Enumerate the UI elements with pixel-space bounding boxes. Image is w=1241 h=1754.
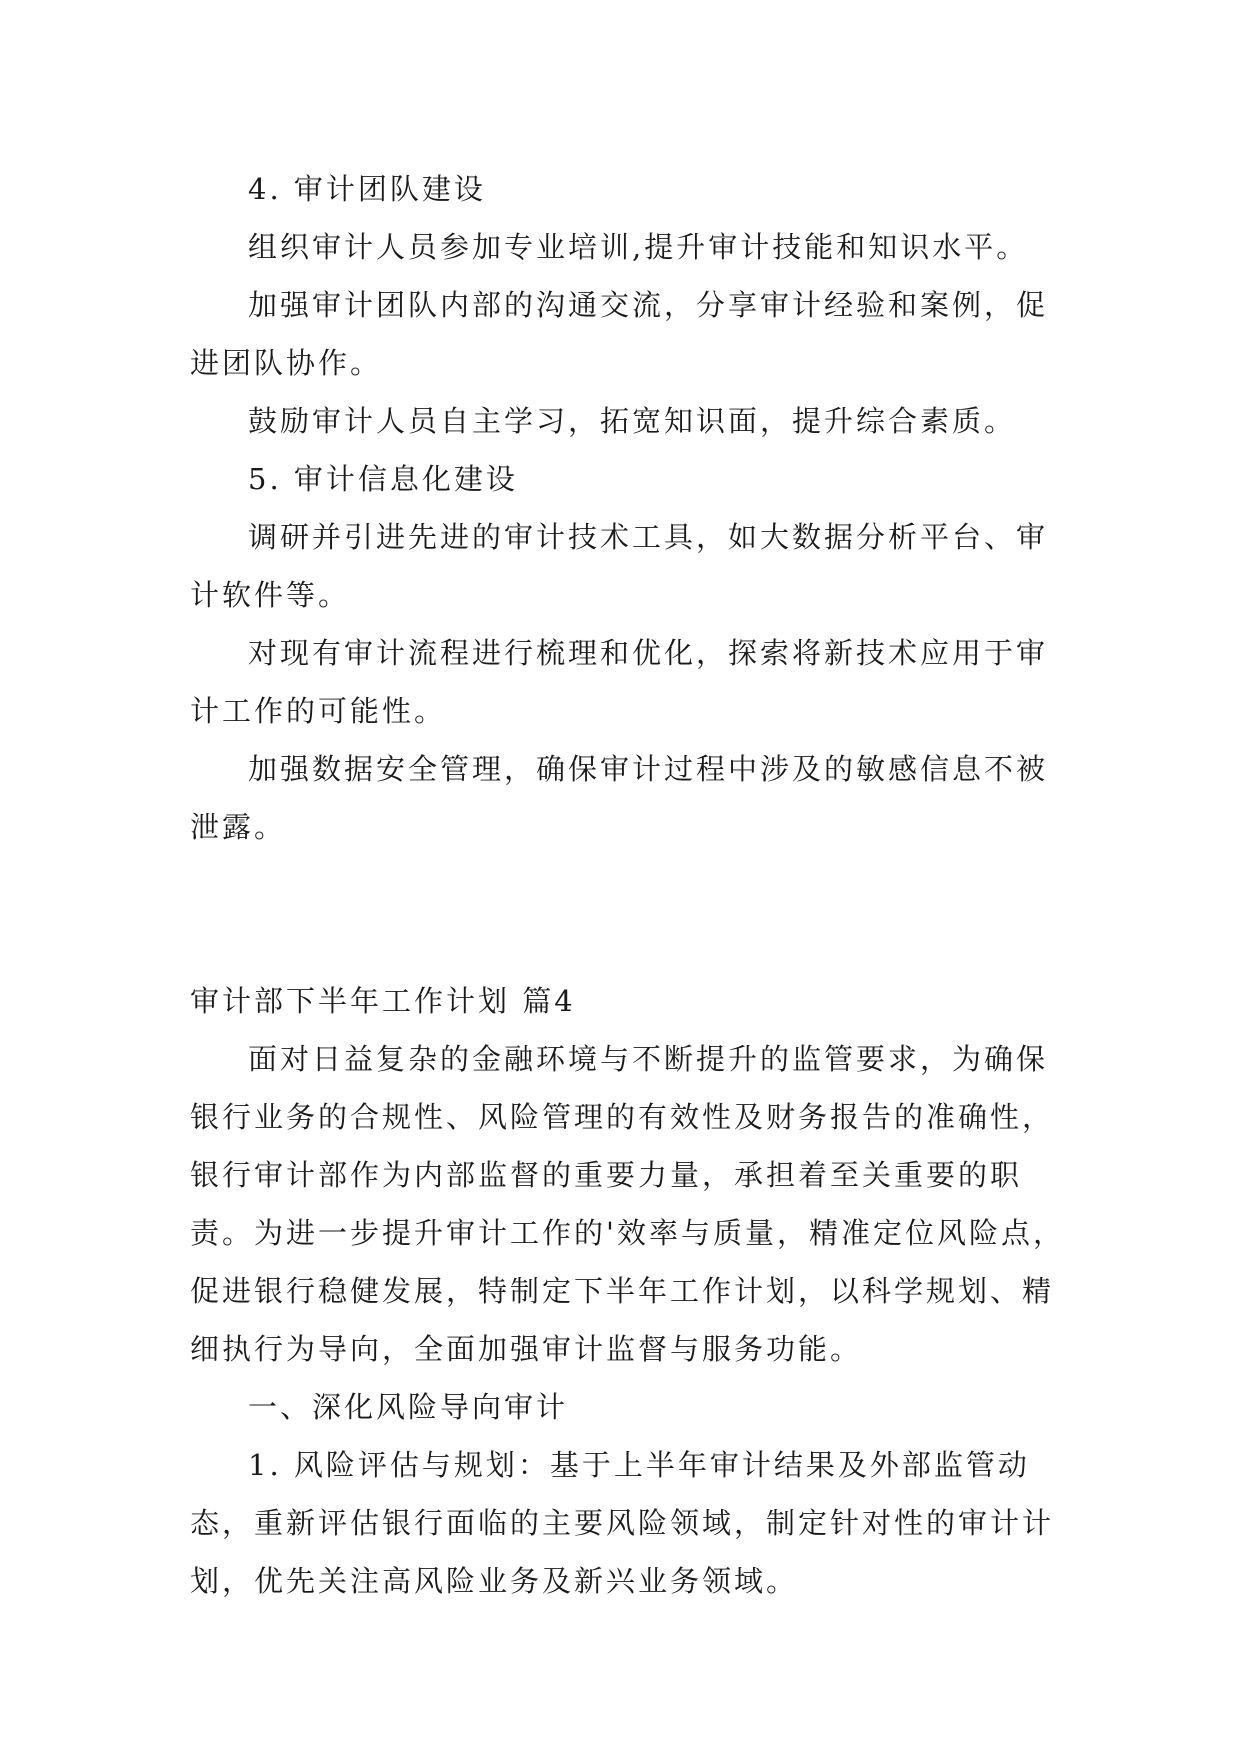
paragraph-intro: 面对日益复杂的金融环境与不断提升的监管要求，为确保银行业务的合规性、风险管理的有效性及财务报告的准确性，银行审计部作为内部监督的重要力量，承担着至关重要的职责。为进一步提升审计工作的'效率与质量，精准定位风险点，促进银行稳健发展，特制定下半年工作计划，以科学规划、精细执行为导向，全面加强审计监督与服务功能。 xyxy=(190,1042,1065,1366)
paragraph-risk-assessment: 1. 风险评估与规划：基于上半年审计结果及外部监管动态，重新评估银行面临的主要风险领域，制定针对性的审计计划，优先关注高风险业务及新兴业务领域。 xyxy=(190,1448,1055,1598)
paragraph-tools: 调研并引进先进的审计技术工具，如大数据分析平台、审计软件等。 xyxy=(190,520,1049,612)
paragraph-self-learning: 鼓励审计人员自主学习，拓宽知识面，提升综合素质。 xyxy=(248,404,1017,438)
paragraph-process-optimization: 对现有审计流程进行梳理和优化，探索将新技术应用于审计工作的可能性。 xyxy=(190,636,1049,728)
paragraph-training: 组织审计人员参加专业培训,提升审计技能和知识水平。 xyxy=(248,230,1029,264)
paragraph-data-security: 加强数据安全管理，确保审计过程中涉及的敏感信息不被泄露。 xyxy=(190,752,1049,844)
heading-risk-oriented-audit: 一、深化风险导向审计 xyxy=(248,1390,569,1424)
document-body xyxy=(190,160,1090,1610)
paragraph-communication: 加强审计团队内部的沟通交流，分享审计经验和案例，促进团队协作。 xyxy=(190,288,1049,380)
heading-it-building: 5. 审计信息化建设 xyxy=(248,462,518,496)
section-title: 审计部下半年工作计划 篇4 xyxy=(190,984,576,1018)
heading-team-building: 4. 审计团队建设 xyxy=(248,172,486,206)
